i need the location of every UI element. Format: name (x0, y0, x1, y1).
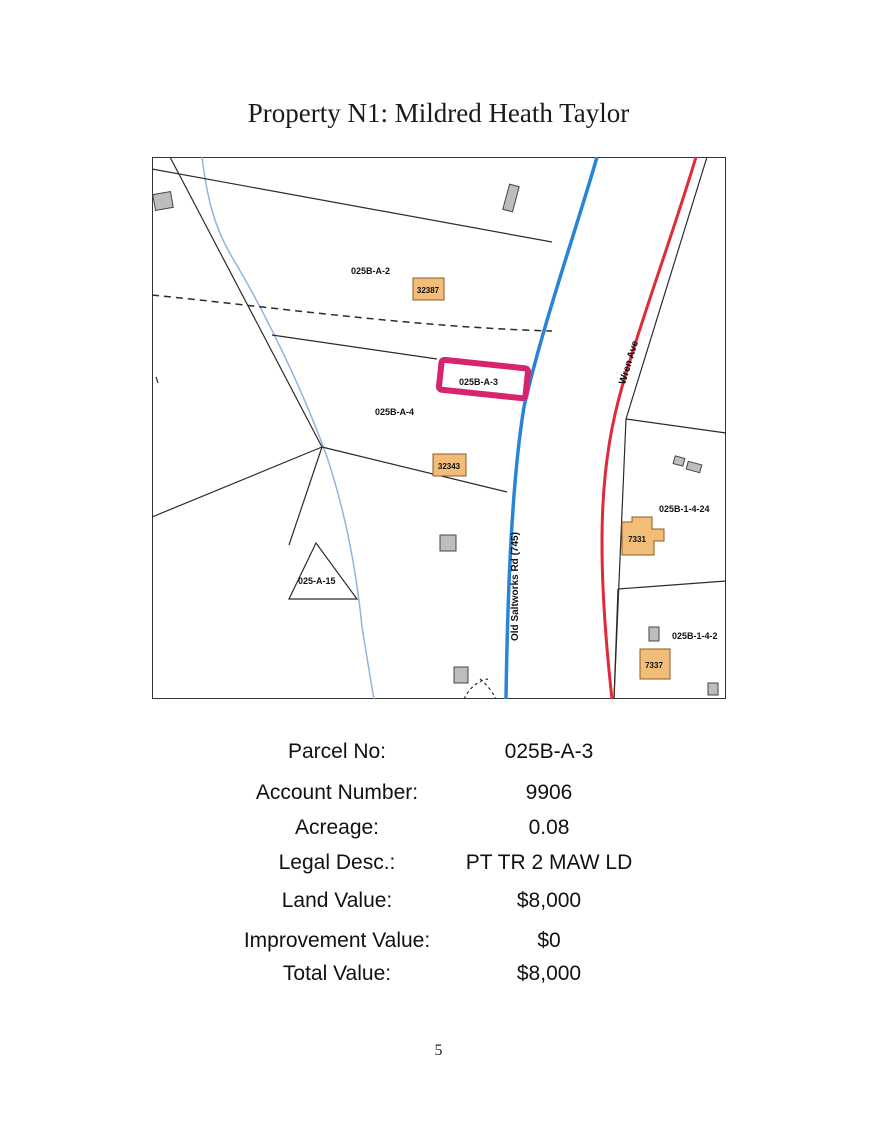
improvement-value-value: $0 (537, 929, 561, 952)
parcel-no-label: Parcel No: (287, 740, 387, 763)
parcel-label-025b-1-4-2: 025B-1-4-2 (672, 631, 718, 641)
acreage-label: Acreage: (294, 816, 380, 839)
parcel-label-025b-a-3: 025B-A-3 (459, 377, 499, 387)
total-value-label: Total Value: (282, 962, 392, 985)
address-7337: 7337 (645, 661, 663, 670)
legal-desc-label: Legal Desc.: (278, 851, 396, 874)
parcel-label-025-a-15: 025-A-15 (298, 576, 336, 586)
parcel-label-025b-a-2: 025B-A-2 (351, 266, 391, 276)
land-value-value: $8,000 (516, 889, 582, 912)
parcel-label-025b-1-4-24: 025B-1-4-24 (659, 504, 710, 514)
account-number-value: 9906 (525, 781, 573, 804)
address-32343: 32343 (437, 462, 461, 471)
road-label-wren-ave: Wren Ave (617, 339, 642, 386)
parcel-no-value: 025B-A-3 (504, 740, 594, 763)
map-frame (153, 158, 726, 699)
page-title: Property N1: Mildred Heath Taylor (247, 98, 630, 128)
legal-desc-value: PT TR 2 MAW LD (465, 851, 633, 874)
address-32387: 32387 (416, 286, 440, 295)
account-number-label: Account Number: (255, 781, 419, 804)
improvement-value-label: Improvement Value: (243, 929, 431, 952)
page-number: 5 (434, 1042, 443, 1059)
acreage-value: 0.08 (528, 816, 570, 839)
total-value-value: $8,000 (516, 962, 582, 985)
parcel-label-025b-a-4: 025B-A-4 (375, 407, 415, 417)
land-value-label: Land Value: (281, 889, 393, 912)
parcel-map[interactable] (152, 157, 726, 699)
road-label-old-saltworks: Old Saltworks Rd (745) (510, 532, 521, 641)
address-7331: 7331 (628, 535, 646, 544)
